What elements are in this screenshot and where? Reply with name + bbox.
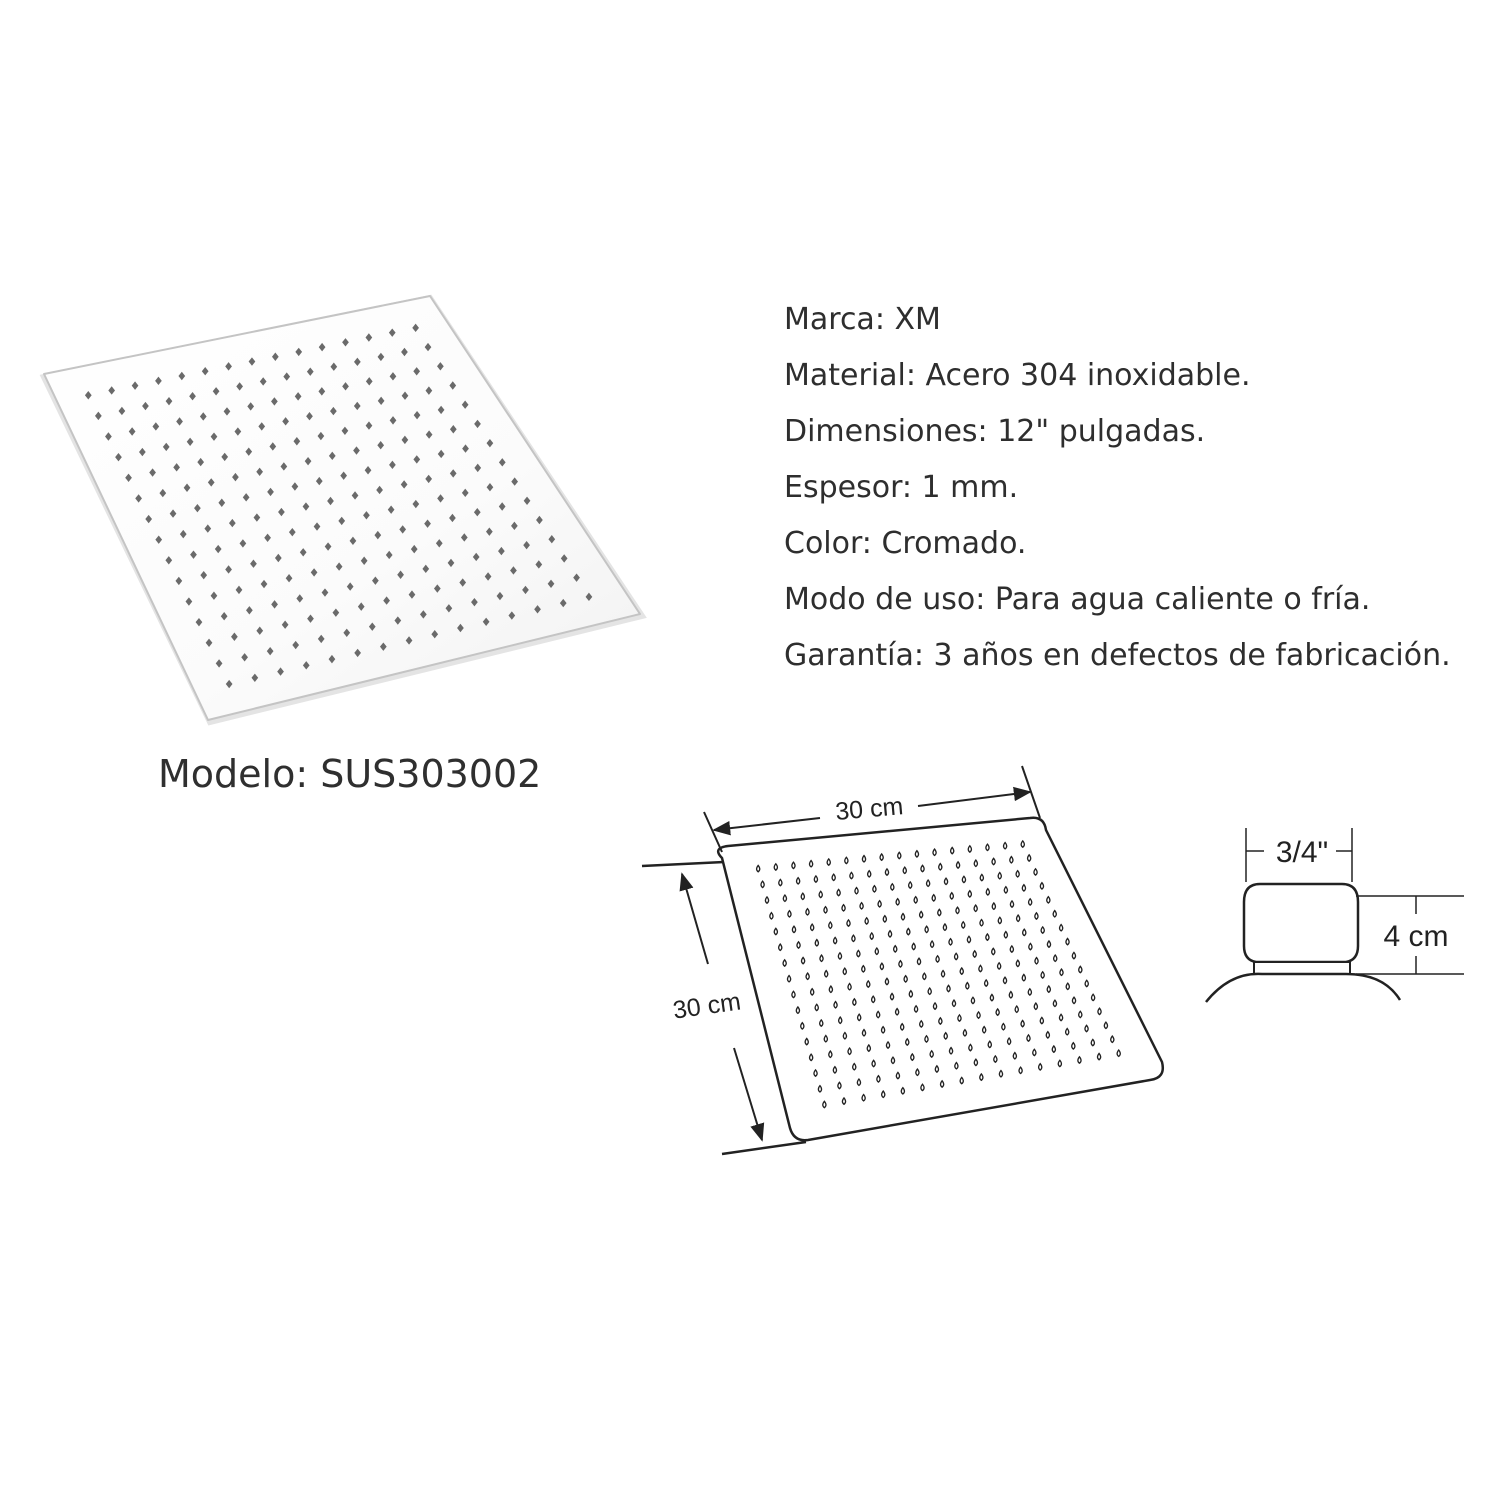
- drawing-hole: [815, 1004, 818, 1010]
- drawing-hole: [838, 953, 841, 959]
- drawing-hole: [857, 950, 860, 956]
- drawing-hole: [960, 1077, 963, 1083]
- drawing-hole: [1010, 857, 1013, 863]
- drawing-hole: [1092, 994, 1095, 1000]
- drawing-hole: [873, 886, 876, 892]
- drawing-hole: [815, 940, 818, 946]
- connector-body: [1244, 884, 1358, 962]
- drawing-hole: [914, 897, 917, 903]
- drawing-hole: [834, 937, 837, 943]
- drawing-hole: [880, 963, 883, 969]
- drawing-hole: [891, 1057, 894, 1063]
- drawing-hole: [774, 864, 777, 870]
- drawing-hole: [941, 971, 944, 977]
- drawing-hole: [774, 928, 777, 934]
- drawing-hole: [829, 922, 832, 928]
- drawing-hole: [896, 899, 899, 905]
- drawing-hole: [921, 865, 924, 871]
- drawing-hole: [980, 919, 983, 925]
- drawing-hole: [792, 926, 795, 932]
- connector-base-curve: [1206, 974, 1400, 1002]
- drawing-hole: [877, 1011, 880, 1017]
- connector-neck: [1254, 962, 1350, 974]
- drawing-hole: [1054, 955, 1057, 961]
- drawing-hole: [1035, 913, 1038, 919]
- drawing-hole: [939, 1018, 942, 1024]
- drawing-hole: [1010, 901, 1013, 907]
- drawing-hole: [792, 991, 795, 997]
- drawing-hole: [1004, 842, 1007, 848]
- drawing-hole: [928, 988, 931, 994]
- drawing-hole: [797, 878, 800, 884]
- drawing-hole: [1004, 932, 1007, 938]
- drawing-hole: [1017, 915, 1020, 921]
- drawing-hole: [920, 1021, 923, 1027]
- drawing-hole: [827, 859, 830, 865]
- drawing-hole: [810, 1054, 813, 1060]
- drawing-hole: [962, 876, 965, 882]
- drawing-hole: [968, 846, 971, 852]
- drawing-hole: [848, 1048, 851, 1054]
- drawing-hole: [805, 1038, 808, 1044]
- drawing-hole: [994, 1056, 997, 1062]
- drawing-hole: [896, 1009, 899, 1015]
- drawing-hole: [992, 858, 995, 864]
- drawing-hole: [770, 913, 773, 919]
- drawing-hole: [1016, 871, 1019, 877]
- drawing-hole: [870, 933, 873, 939]
- drawing-hole: [1041, 972, 1044, 978]
- drawing-hole: [901, 1024, 904, 1030]
- drawing-hole: [992, 948, 995, 954]
- drawing-hole: [933, 849, 936, 855]
- drawing-hole: [837, 889, 840, 895]
- drawing-hole: [1060, 969, 1063, 975]
- drawing-hole: [1021, 841, 1024, 847]
- drawing-hole: [979, 965, 982, 971]
- drawing-hole: [865, 918, 868, 924]
- drawing-hole: [947, 985, 950, 991]
- drawing-hole: [1072, 952, 1075, 958]
- drawing-hole: [996, 1009, 999, 1015]
- drawing-hole: [842, 1098, 845, 1104]
- drawing-hole: [877, 1076, 880, 1082]
- drawing-hole: [1046, 1032, 1049, 1038]
- spec-color: Color: Cromado.: [784, 526, 1027, 561]
- drawing-hole: [941, 1081, 944, 1087]
- drawing-hole: [1066, 938, 1069, 944]
- spec-brand: Marca: XM: [784, 302, 941, 337]
- drawing-hole: [1052, 1046, 1055, 1052]
- drawing-hole: [1066, 1028, 1069, 1034]
- width-arrow-right: [918, 792, 1030, 806]
- drawing-hole: [901, 1088, 904, 1094]
- drawing-hole: [949, 1048, 952, 1054]
- drawing-hole: [881, 1027, 884, 1033]
- drawing-hole: [980, 1074, 983, 1080]
- depth-arrow-bottom: [734, 1048, 762, 1140]
- drawing-hole: [761, 881, 764, 887]
- drawing-hole: [915, 851, 918, 857]
- drawing-hole: [1091, 1039, 1094, 1045]
- drawing-hole: [839, 1017, 842, 1023]
- drawing-hole: [878, 901, 881, 907]
- drawing-hole: [925, 1036, 928, 1042]
- drawing-hole: [899, 961, 902, 967]
- drawing-hole: [914, 1006, 917, 1012]
- drawing-hole: [811, 924, 814, 930]
- drawing-hole: [973, 951, 976, 957]
- drawing-hole: [1053, 911, 1056, 917]
- drawing-hole: [1019, 1067, 1022, 1073]
- drawing-hole: [938, 909, 941, 915]
- drawing-hole: [857, 1079, 860, 1085]
- drawing-hole: [977, 1012, 980, 1018]
- drawing-hole: [998, 963, 1001, 969]
- drawing-hole: [843, 968, 846, 974]
- drawing-hole: [1111, 1036, 1114, 1042]
- drawing-hole: [983, 1027, 986, 1033]
- drawing-hole: [885, 978, 888, 984]
- drawing-hole: [949, 939, 952, 945]
- drawing-hole: [853, 999, 856, 1005]
- drawing-hole: [1009, 992, 1012, 998]
- drawing-hole: [855, 887, 858, 893]
- drawing-hole: [886, 1042, 889, 1048]
- drawing-hole: [1104, 1022, 1107, 1028]
- drawing-hole: [867, 1045, 870, 1051]
- connector-label: 3/4": [1275, 836, 1329, 869]
- drawing-hole: [956, 862, 959, 868]
- drawing-hole: [847, 920, 850, 926]
- drawing-hole: [936, 956, 939, 962]
- drawing-hole: [901, 914, 904, 920]
- drawing-hole: [801, 1023, 804, 1029]
- drawing-hole: [1040, 883, 1043, 889]
- drawing-hole: [950, 893, 953, 899]
- drawing-hole: [1079, 1011, 1082, 1017]
- drawing-hole: [952, 1000, 955, 1006]
- drawing-hole: [999, 1071, 1002, 1077]
- drawing-hole: [820, 1020, 823, 1026]
- drawing-hole: [955, 953, 958, 959]
- drawing-hole: [867, 981, 870, 987]
- drawing-plate-outline: [718, 818, 1163, 1141]
- drawing-hole: [1053, 1000, 1056, 1006]
- drawing-hole: [862, 1030, 865, 1036]
- drawing-hole: [1041, 927, 1044, 933]
- drawing-hole: [1072, 1043, 1075, 1049]
- drawing-hole: [1072, 997, 1075, 1003]
- drawing-hole: [779, 879, 782, 885]
- drawing-hole: [962, 922, 965, 928]
- drawing-hole: [834, 1002, 837, 1008]
- drawing-hole: [888, 931, 891, 937]
- drawing-hole: [1078, 1057, 1081, 1063]
- drawing-hole: [912, 943, 915, 949]
- drawing-hole: [986, 889, 989, 895]
- drawing-hole: [917, 958, 920, 964]
- drawing-hole: [814, 876, 817, 882]
- drawing-hole: [998, 872, 1001, 878]
- spec-thickness: Espesor: 1 mm.: [784, 470, 1019, 505]
- drawing-hole: [968, 891, 971, 897]
- drawing-hole: [1010, 946, 1013, 952]
- drawing-hole: [1047, 941, 1050, 947]
- drawing-hole: [1034, 869, 1037, 875]
- drawing-hole: [935, 1066, 938, 1072]
- drawing-hole: [806, 909, 809, 915]
- drawing-hole: [1060, 925, 1063, 931]
- drawing-hole: [911, 1054, 914, 1060]
- depth-extension-top: [642, 862, 724, 866]
- drawing-hole: [1047, 986, 1050, 992]
- drawing-hole: [1013, 1053, 1016, 1059]
- drawing-hole: [809, 861, 812, 867]
- spec-usage: Modo de uso: Para agua caliente o fría.: [784, 582, 1371, 617]
- drawing-hole: [974, 1059, 977, 1065]
- drawing-hole: [850, 872, 853, 878]
- drawing-hole: [875, 948, 878, 954]
- drawing-hole: [868, 871, 871, 877]
- drawing-hole: [1022, 885, 1025, 891]
- drawing-hole: [909, 991, 912, 997]
- drawing-hole: [862, 1094, 865, 1100]
- drawing-hole: [1021, 1020, 1024, 1026]
- drawing-hole: [814, 1070, 817, 1076]
- spec-dimensions: Dimensiones: 12" pulgadas.: [784, 414, 1206, 449]
- drawing-hole: [765, 897, 768, 903]
- drawing-hole: [858, 1014, 861, 1020]
- drawing-hole: [898, 852, 901, 858]
- drawing-hole: [806, 973, 809, 979]
- drawing-hole: [986, 934, 989, 940]
- drawing-hole: [842, 905, 845, 911]
- drawing-hole: [998, 917, 1001, 923]
- drawing-hole: [894, 946, 897, 952]
- drawing-hole: [820, 955, 823, 961]
- drawing-hole: [825, 971, 828, 977]
- width-arrow-left: [714, 818, 820, 830]
- drawing-hole: [980, 874, 983, 880]
- drawing-hole: [1022, 974, 1025, 980]
- drawing-nozzle-holes: [757, 841, 1121, 1108]
- drawing-hole: [925, 926, 928, 932]
- height-label: 4 cm: [1383, 920, 1449, 953]
- drawing-hole: [862, 856, 865, 862]
- model-label: Modelo: SUS303002: [158, 752, 542, 796]
- drawing-hole: [930, 1051, 933, 1057]
- drawing-hole: [923, 973, 926, 979]
- drawing-hole: [797, 942, 800, 948]
- drawing-hole: [969, 1044, 972, 1050]
- drawing-hole: [985, 980, 988, 986]
- drawing-hole: [1016, 960, 1019, 966]
- drawing-hole: [783, 895, 786, 901]
- drawing-hole: [1066, 983, 1069, 989]
- drawing-hole: [920, 911, 923, 917]
- drawing-hole: [921, 1084, 924, 1090]
- depth-arrow-top: [682, 874, 708, 964]
- drawing-hole: [955, 1062, 958, 1068]
- drawing-hole: [932, 895, 935, 901]
- drawing-hole: [963, 1030, 966, 1036]
- width-extension-left: [704, 812, 722, 852]
- drawing-hole: [907, 928, 910, 934]
- drawing-hole: [966, 983, 969, 989]
- drawing-hole: [824, 1035, 827, 1041]
- drawing-hole: [852, 935, 855, 941]
- drawing-hole: [1039, 1064, 1042, 1070]
- drawing-hole: [757, 865, 760, 871]
- drawing-hole: [1085, 1025, 1088, 1031]
- drawing-hole: [1028, 989, 1031, 995]
- drawing-hole: [958, 1015, 961, 1021]
- drawing-hole: [882, 1091, 885, 1097]
- drawing-hole: [829, 1051, 832, 1057]
- drawing-hole: [1079, 966, 1082, 972]
- drawing-hole: [872, 1060, 875, 1066]
- drawing-hole: [1117, 1050, 1120, 1056]
- drawing-hole: [1027, 1035, 1030, 1041]
- drawing-hole: [1085, 980, 1088, 986]
- drawing-hole: [1015, 1006, 1018, 1012]
- drawing-hole: [974, 860, 977, 866]
- drawing-hole: [960, 968, 963, 974]
- drawing-hole: [916, 1069, 919, 1075]
- drawing-hole: [951, 847, 954, 853]
- drawing-hole: [796, 1007, 799, 1013]
- drawing-hole: [1029, 943, 1032, 949]
- drawing-hole: [792, 862, 795, 868]
- drawing-hole: [843, 1033, 846, 1039]
- drawing-hole: [1035, 958, 1038, 964]
- drawing-hole: [1023, 929, 1026, 935]
- drawing-hole: [944, 878, 947, 884]
- drawing-hole: [801, 957, 804, 963]
- drawing-hole: [956, 907, 959, 913]
- drawing-hole: [891, 884, 894, 890]
- drawing-hole: [824, 907, 827, 913]
- drawing-hole: [880, 854, 883, 860]
- drawing-hole: [862, 966, 865, 972]
- drawing-hole: [860, 903, 863, 909]
- drawing-hole: [933, 1003, 936, 1009]
- drawing-hole: [1040, 1017, 1043, 1023]
- drawing-hole: [845, 857, 848, 863]
- drawing-hole: [967, 936, 970, 942]
- drawing-hole: [944, 1033, 947, 1039]
- drawing-hole: [1003, 977, 1006, 983]
- drawing-hole: [801, 893, 804, 899]
- drawing-hole: [819, 891, 822, 897]
- drawing-hole: [1033, 1049, 1036, 1055]
- drawing-hole: [885, 869, 888, 875]
- spec-warranty: Garantía: 3 años en defectos de fabricación.: [784, 638, 1451, 673]
- spec-material: Material: Acero 304 inoxidable.: [784, 358, 1251, 393]
- drawing-hole: [992, 903, 995, 909]
- drawing-hole: [872, 996, 875, 1002]
- drawing-hole: [833, 1067, 836, 1073]
- drawing-hole: [990, 994, 993, 1000]
- drawing-hole: [1029, 899, 1032, 905]
- drawing-hole: [787, 976, 790, 982]
- drawing-hole: [838, 1082, 841, 1088]
- drawing-hole: [823, 1101, 826, 1107]
- drawing-hole: [1004, 887, 1007, 893]
- drawing-hole: [848, 983, 851, 989]
- drawing-hole: [939, 864, 942, 870]
- drawing-hole: [1028, 855, 1031, 861]
- width-label: 30 cm: [834, 792, 905, 826]
- drawing-hole: [788, 911, 791, 917]
- drawing-hole: [811, 989, 814, 995]
- depth-label: 30 cm: [671, 987, 743, 1025]
- drawing-hole: [1034, 1003, 1037, 1009]
- drawing-hole: [890, 993, 893, 999]
- drawing-hole: [903, 867, 906, 873]
- drawing-hole: [931, 941, 934, 947]
- drawing-hole: [1098, 1008, 1101, 1014]
- drawing-hole: [1002, 1023, 1005, 1029]
- drawing-hole: [906, 1039, 909, 1045]
- drawing-hole: [883, 916, 886, 922]
- drawing-hole: [853, 1064, 856, 1070]
- drawing-hole: [904, 976, 907, 982]
- drawing-hole: [927, 880, 930, 886]
- drawing-hole: [1008, 1038, 1011, 1044]
- drawing-hole: [896, 1072, 899, 1078]
- depth-extension-bottom: [722, 1142, 806, 1154]
- drawing-hole: [974, 905, 977, 911]
- drawing-hole: [988, 1041, 991, 1047]
- drawing-hole: [779, 944, 782, 950]
- drawing-hole: [1047, 897, 1050, 903]
- drawing-hole: [1058, 1060, 1061, 1066]
- drawing-hole: [943, 924, 946, 930]
- drawing-hole: [832, 874, 835, 880]
- drawing-hole: [971, 997, 974, 1003]
- drawing-hole: [1097, 1053, 1100, 1059]
- drawing-hole: [1059, 1014, 1062, 1020]
- drawing-hole: [986, 844, 989, 850]
- drawing-hole: [783, 960, 786, 966]
- drawing-hole: [818, 1086, 821, 1092]
- drawing-hole: [909, 882, 912, 888]
- drawing-hole: [829, 986, 832, 992]
